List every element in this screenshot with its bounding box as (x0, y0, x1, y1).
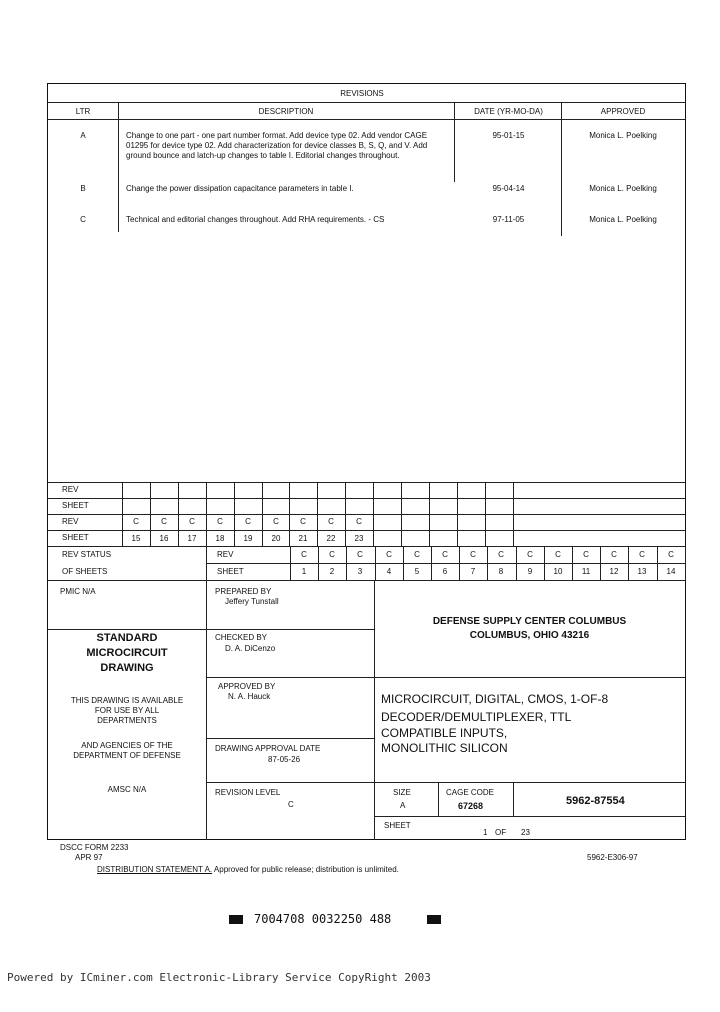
divider (48, 629, 206, 630)
sheet-number-cell: 15 (131, 534, 141, 543)
header-date: DATE (YR-MO-DA) (474, 107, 543, 116)
divider (206, 738, 374, 739)
drawing-line: DRAWING (100, 662, 154, 674)
availability-line: THIS DRAWING IS AVAILABLE (70, 696, 184, 705)
sheet-number-cell: 18 (215, 534, 225, 543)
status-sheet-cell: 7 (470, 567, 476, 576)
prepared-by-name: Jeffery Tunstall (225, 597, 279, 606)
status-sheet-cell: 6 (442, 567, 448, 576)
divider (373, 482, 374, 546)
divider (48, 102, 685, 103)
divider (48, 580, 685, 581)
rev-row-approved: Monica L. Poelking (589, 184, 657, 193)
header-approved: APPROVED (600, 107, 646, 116)
distribution-text: Approved for public release; distribution is unlimited. (212, 865, 399, 874)
status-rev-cell: C (386, 550, 392, 559)
dscc-address: COLUMBUS, OHIO 43216 (469, 630, 590, 641)
availability-line: DEPARTMENTS (97, 716, 157, 725)
amsc-label: AMSC N/A (107, 785, 147, 794)
rev-row-date: 97-11-05 (492, 215, 525, 224)
drawing-title-line: DECODER/DEMULTIPLEXER, TTL (381, 710, 572, 724)
status-rev-cell: C (470, 550, 476, 559)
divider (374, 782, 685, 783)
divider (48, 530, 685, 531)
cage-code-value: 67268 (458, 801, 484, 811)
status-rev-cell: C (668, 550, 674, 559)
status-sheet-cell: 9 (527, 567, 533, 576)
rev-row-description: Change to one part - one part number format. Add device type 02. Add vendor CAGE 01295 for device type 02. Add characterization for device classes B, S, Q, and V. Add ground bounce and latch-up changes to table I. Editorial changes throughout. (126, 131, 428, 160)
header-description: DESCRIPTION (258, 107, 314, 116)
status-rev-cell: C (301, 550, 307, 559)
status-rev-cell: C (329, 550, 335, 559)
microcircuit-line: MICROCIRCUIT (86, 647, 168, 659)
drawing-title-line: MICROCIRCUIT, DIGITAL, CMOS, 1-OF-8 (381, 692, 609, 706)
status-rev-cell: C (442, 550, 448, 559)
status-rev-cell: C (357, 550, 363, 559)
drawing-title-line: MONOLITHIC SILICON (381, 741, 508, 755)
rev-row-description: Technical and editorial changes throughout. Add RHA requirements. - CS (126, 215, 385, 224)
sheet-rev-cell: C (217, 517, 223, 526)
divider (48, 119, 685, 120)
rev-row-approved: Monica L. Poelking (589, 215, 657, 224)
sheet-number-cell: 17 (187, 534, 197, 543)
status-sheet-cell: 1 (301, 567, 307, 576)
of-sheets-label: OF SHEETS (62, 567, 108, 576)
status-sheet-label: SHEET (217, 567, 244, 576)
status-rev-cell: C (583, 550, 589, 559)
status-rev-cell: C (527, 550, 533, 559)
barcode-block-right (427, 915, 441, 924)
status-sheet-cell: 12 (609, 567, 619, 576)
sheet-of: OF (495, 828, 507, 837)
drawing-frame (47, 83, 686, 840)
sheet-total: 23 (521, 828, 530, 837)
rev-status-label: REV STATUS (62, 550, 112, 559)
barcode-block-left (229, 915, 243, 924)
dscc-name: DEFENSE SUPPLY CENTER COLUMBUS (432, 616, 627, 627)
divider (48, 482, 685, 483)
pmic-label: PMIC N/A (60, 587, 96, 596)
divider (206, 677, 374, 678)
sheet-rev-cell: C (356, 517, 362, 526)
rev-row-description: Change the power dissipation capacitance parameters in table I. (126, 184, 354, 193)
revision-level-label: REVISION LEVEL (215, 788, 281, 797)
divider (48, 546, 685, 547)
rev-row-date: 95-01-15 (492, 131, 525, 140)
approved-by-label: APPROVED BY (218, 682, 276, 691)
row-label-rev: REV (62, 517, 79, 526)
sheet-rev-cell: C (245, 517, 251, 526)
status-sheet-cell: 3 (357, 567, 363, 576)
sheet-rev-cell: C (189, 517, 195, 526)
status-sheet-cell: 10 (553, 567, 563, 576)
distribution-label: DISTRIBUTION STATEMENT A. (97, 865, 213, 874)
standard-line: STANDARD (96, 632, 158, 644)
powered-by-notice: Powered by ICminer.com Electronic-Library Service CopyRight 2003 (7, 971, 431, 984)
approval-date-label: DRAWING APPROVAL DATE (215, 744, 321, 753)
row-label-sheet: SHEET (62, 501, 89, 510)
status-rev-cell: C (414, 550, 420, 559)
divider (206, 629, 374, 630)
sheet-label: SHEET (384, 821, 411, 830)
status-sheet-cell: 13 (637, 567, 647, 576)
divider (513, 482, 514, 546)
sheet-number-cell: 16 (159, 534, 169, 543)
form-number: DSCC FORM 2233 (60, 843, 129, 852)
cage-code-label: CAGE CODE (446, 788, 495, 797)
sheet-rev-cell: C (328, 517, 334, 526)
sheet-number-cell: 21 (298, 534, 308, 543)
divider (206, 563, 685, 564)
status-rev-cell: C (611, 550, 617, 559)
divider (48, 498, 685, 499)
approval-date-value: 87-05-26 (268, 755, 301, 764)
checked-by-name: D. A. DiCenzo (225, 644, 276, 653)
revisions-title: REVISIONS (340, 89, 384, 98)
status-sheet-cell: 11 (581, 567, 591, 576)
availability-line: FOR USE BY ALL (94, 706, 160, 715)
divider (374, 816, 685, 817)
prepared-by-label: PREPARED BY (215, 587, 272, 596)
sheet-number-cell: 22 (326, 534, 336, 543)
sheet-rev-cell: C (273, 517, 279, 526)
status-sheet-cell: 14 (666, 567, 676, 576)
revision-level-value: C (288, 800, 294, 809)
divider (485, 482, 486, 546)
row-label-rev: REV (62, 485, 79, 494)
sheet-rev-cell: C (161, 517, 167, 526)
divider (374, 677, 685, 678)
sheet-number: 1 (483, 828, 488, 837)
status-rev-cell: C (639, 550, 645, 559)
sheet-number-cell: 23 (354, 534, 364, 543)
row-label-sheet: SHEET (62, 533, 89, 542)
checked-by-label: CHECKED BY (215, 633, 268, 642)
sheet-number-cell: 20 (271, 534, 281, 543)
divider (429, 482, 430, 546)
drawing-number: 5962-87554 (566, 795, 625, 807)
divider (685, 546, 686, 580)
agencies-line: AND AGENCIES OF THE (81, 741, 173, 750)
status-sheet-cell: 2 (329, 567, 335, 576)
barcode-number: 7004708 0032250 488 (254, 912, 392, 926)
sheet-number-cell: 19 (243, 534, 253, 543)
size-value: A (400, 801, 406, 810)
size-label: SIZE (393, 788, 411, 797)
form-reference: 5962-E306-97 (587, 853, 638, 862)
status-sheet-cell: 8 (498, 567, 504, 576)
rev-row-ltr: C (80, 215, 86, 224)
drawing-title-line: COMPATIBLE INPUTS, (381, 726, 508, 740)
divider (206, 546, 207, 580)
rev-row-approved: Monica L. Poelking (589, 131, 657, 140)
form-date: APR 97 (75, 853, 103, 862)
status-sheet-cell: 4 (386, 567, 392, 576)
divider (206, 580, 207, 840)
distribution-statement (97, 865, 399, 875)
approved-by-name: N. A. Hauck (228, 692, 271, 701)
divider (457, 482, 458, 546)
rev-row-date: 95-04-14 (492, 184, 525, 193)
rev-row-ltr: B (80, 184, 86, 193)
sheet-rev-cell: C (133, 517, 139, 526)
agencies-line: DEPARTMENT OF DEFENSE (73, 751, 181, 760)
status-rev-label: REV (217, 550, 234, 559)
divider (454, 102, 455, 182)
status-rev-cell: C (555, 550, 561, 559)
divider (513, 782, 514, 816)
rev-row-ltr: A (80, 131, 86, 140)
divider (118, 102, 119, 232)
header-ltr: LTR (75, 107, 91, 116)
status-rev-cell: C (498, 550, 504, 559)
sheet-rev-cell: C (300, 517, 306, 526)
divider (206, 782, 374, 783)
divider (438, 782, 439, 816)
divider (401, 482, 402, 546)
status-sheet-cell: 5 (414, 567, 420, 576)
divider (48, 514, 685, 515)
